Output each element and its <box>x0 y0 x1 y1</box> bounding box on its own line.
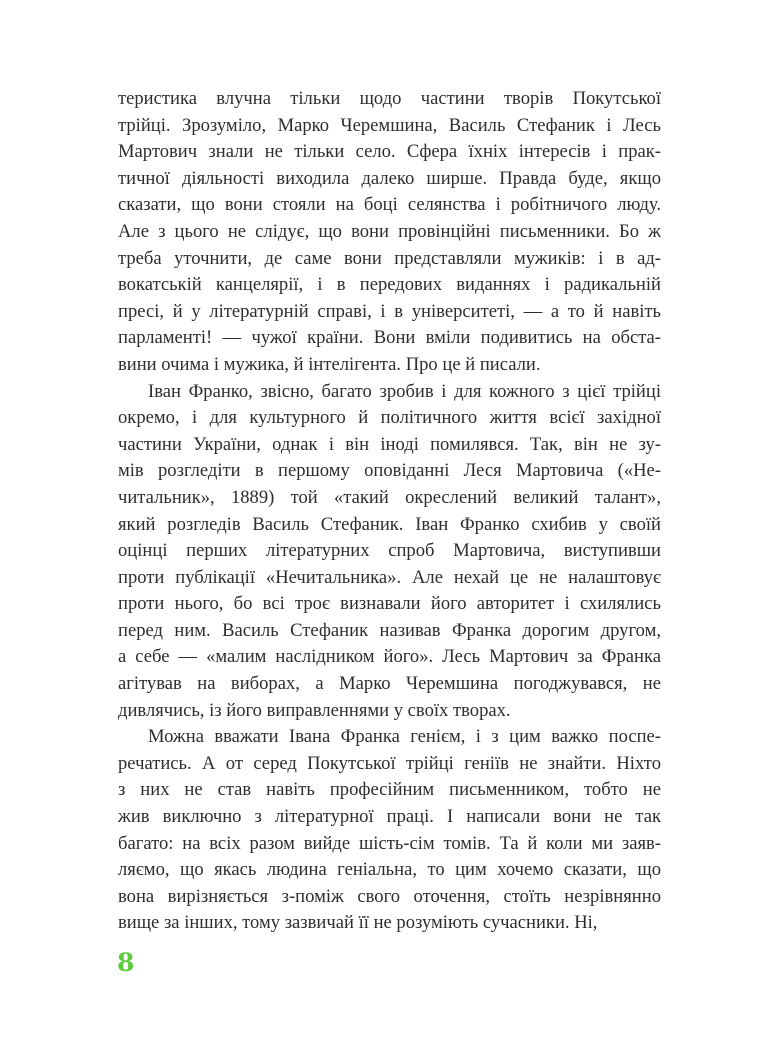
text-line: вона вирізняється з-поміж свого оточення, стоїть незрівнянно <box>118 885 661 907</box>
text-line: ляємо, що якась людина геніальна, то цим хочемо сказати, що <box>118 859 661 881</box>
text-line: проти публікації «Нечитальника». Але нехай це не налаштовує <box>118 566 661 588</box>
text-line: трійці. Зрозуміло, Марко Черемшина, Василь Стефаник і Лесь <box>118 114 661 136</box>
text-line: треба уточнити, де саме вони представляли мужиків: і в ад- <box>118 247 661 269</box>
text-line: перед ним. Василь Стефаник називав Франка дорогим другом, <box>118 619 661 641</box>
text-line: з них не став навіть професійним письменником, тобто не <box>118 779 661 801</box>
paragraph <box>118 724 661 937</box>
text-line: частини України, однак і він іноді помилявся. Так, він не зу- <box>118 433 661 455</box>
text-block <box>118 86 661 937</box>
text-line: оцінці перших літературних спроб Мартовича, виступивши <box>118 540 661 562</box>
text-line: Іван Франко, звісно, багато зробив і для кожного з цієї трійці <box>148 380 661 402</box>
text-line: вокатській канцелярії, і в передових виданнях і радикальній <box>118 274 661 296</box>
text-line: Мартович знали не тільки село. Сфера їхніх інтересів і прак- <box>118 141 661 163</box>
text-line: агітував на виборах, а Марко Черемшина погоджувався, не <box>118 673 661 695</box>
text-line: жив виключно з літературної праці. І написали вони не так <box>118 806 661 828</box>
text-line: багато: на всіх разом вийде шість-сім томів. Та й коли ми заяв- <box>118 832 661 854</box>
text-line: вище за інших, тому зазвичай її не розуміють сучасники. Ні, <box>118 912 598 934</box>
text-line: читальник», 1889) той «такий окреслений великий талант», <box>118 486 661 508</box>
text-line: парламенті! — чужої країни. Вони вміли подивитись на обста- <box>118 327 661 349</box>
text-line: тичної діяльності виходила далеко ширше. Правда буде, якщо <box>118 167 661 189</box>
paragraph <box>118 86 661 379</box>
text-line: дивлячись, із його виправленнями у своїх творах. <box>118 699 511 721</box>
text-line: Але з цього не слідує, що вони провінційні письменники. Бо ж <box>118 220 661 242</box>
text-line: пресі, й у літературній справі, і в університеті, — а то й навіть <box>118 300 661 322</box>
paragraph <box>118 379 661 725</box>
text-line: вини очима і мужика, й інтелігента. Про це й писали. <box>118 353 541 375</box>
text-line: а себе — «малим наслідником його». Лесь Мартович за Франка <box>118 646 661 668</box>
page-number: 8 <box>117 948 135 977</box>
text-line: речатись. А от серед Покутської трійці геніїв не знайти. Ніхто <box>118 752 661 774</box>
text-line: окремо, і для культурного й політичного життя всієї західної <box>118 407 661 429</box>
text-line: мів розгледіти в першому оповіданні Леся Мартовича («Не- <box>118 460 661 482</box>
text-line: сказати, що вони стояли на боці селянства і робітничого люду. <box>118 194 661 216</box>
text-line: теристика влучна тільки щодо частини творів Покутської <box>118 88 661 109</box>
text-line: проти нього, бо всі троє визнавали його авторитет і схилялись <box>118 593 661 615</box>
text-line: Можна вважати Івана Франка генієм, і з цим важко поспе- <box>148 726 661 748</box>
text-line: який розгледів Василь Стефаник. Іван Франко схибив у своїй <box>118 513 661 535</box>
